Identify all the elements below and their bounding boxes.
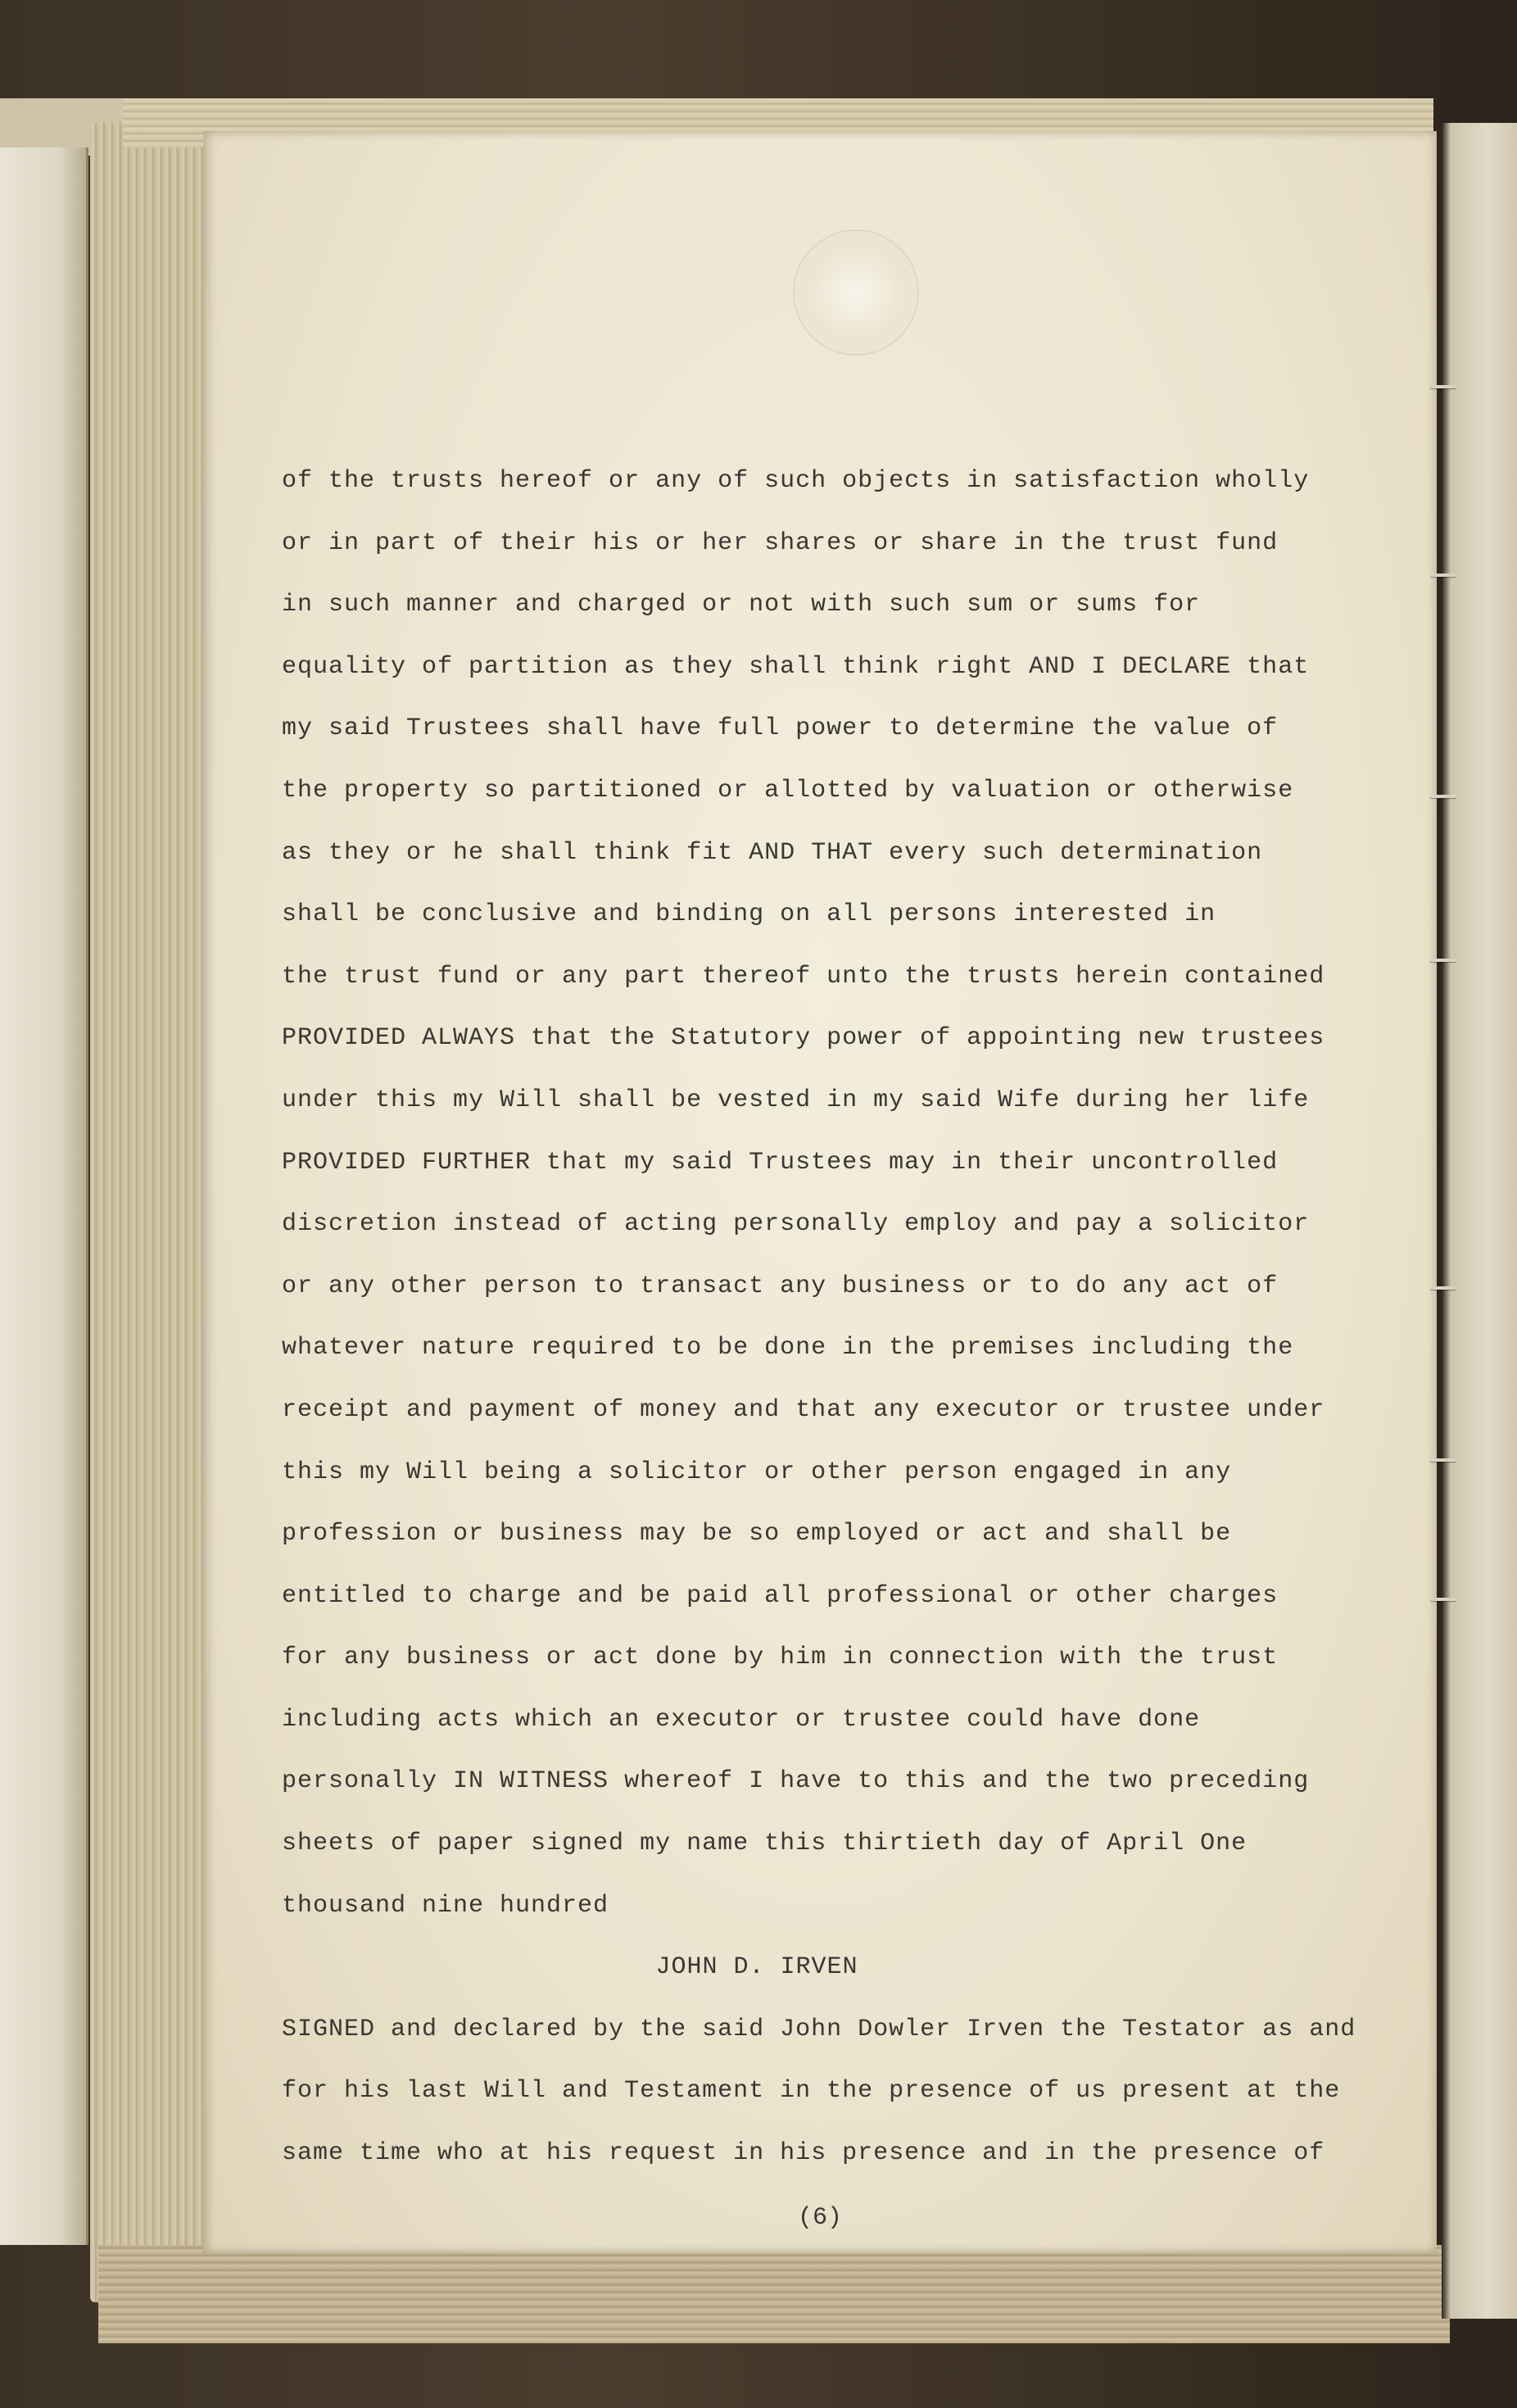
text-line: as they or he shall think fit AND THAT every such determination — [282, 838, 1263, 867]
page-number: (6) — [797, 2204, 842, 2232]
binding-stitch — [1430, 959, 1456, 962]
text-line: in such manner and charged or not with such sum or sums for — [282, 591, 1201, 619]
binding-stitch — [1430, 385, 1456, 388]
testator-signature: JOHN D. IRVEN — [655, 1953, 858, 1982]
text-line: the property so partitioned or allotted by valuation or otherwise — [282, 776, 1294, 805]
text-line: profession or business may be so employed or act and shall be — [282, 1520, 1232, 1549]
document-page — [203, 131, 1437, 2253]
text-line: personally IN WITNESS whereof I have to this and the two preceding — [282, 1767, 1310, 1796]
binding-stitch — [1430, 1458, 1456, 1462]
text-line: under this my Will shall be vested in my said Wife during her life — [282, 1086, 1310, 1114]
embossed-seal — [793, 229, 919, 356]
text-line: sheets of paper signed my name this thirtieth day of April One — [282, 1830, 1248, 1858]
text-line: equality of partition as they shall think right AND I DECLARE that — [282, 652, 1310, 681]
text-line: of the trusts hereof or any of such objects in satisfaction wholly — [282, 467, 1310, 495]
page-stack-bottom — [98, 2245, 1450, 2343]
page-stack-edge — [90, 123, 205, 2302]
left-facing-page — [0, 147, 88, 2245]
text-line: including acts which an executor or trustee could have done — [282, 1705, 1201, 1734]
text-line: receipt and payment of money and that any executor or trustee under — [282, 1395, 1325, 1424]
text-line: shall be conclusive and binding on all persons interested in — [282, 900, 1216, 929]
text-line: for any business or act done by him in connection with the trust — [282, 1644, 1279, 1672]
text-line: this my Will being a solicitor or other person engaged in any — [282, 1458, 1232, 1486]
text-line: my said Trustees shall have full power to determine the value of — [282, 714, 1279, 743]
attestation-line: same time who at his request in his presence and in the presence of — [282, 2139, 1325, 2168]
text-line: PROVIDED FURTHER that my said Trustees may in their uncontrolled — [282, 1148, 1279, 1177]
text-line: or any other person to transact any business or to do any act of — [282, 1272, 1279, 1300]
binding-stitch — [1430, 795, 1456, 798]
text-line: entitled to charge and be paid all professional or other charges — [282, 1581, 1279, 1610]
attestation-line: SIGNED and declared by the said John Dowler Irven the Testator as and — [282, 2015, 1356, 2043]
binding-stitch — [1430, 1286, 1456, 1290]
text-line: the trust fund or any part thereof unto the trusts herein contained — [282, 962, 1325, 991]
text-line: thousand nine hundred — [282, 1891, 609, 1920]
text-line: whatever nature required to be done in the premises including the — [282, 1334, 1294, 1363]
text-line: PROVIDED ALWAYS that the Statutory power of appointing new trustees — [282, 1024, 1325, 1053]
binding-stitch — [1430, 574, 1456, 577]
right-facing-page — [1442, 123, 1517, 2319]
text-line: discretion instead of acting personally employ and pay a solicitor — [282, 1210, 1310, 1239]
attestation-line: for his last Will and Testament in the presence of us present at the — [282, 2077, 1341, 2106]
will-text — [282, 451, 1396, 2185]
binding-stitch — [1430, 1598, 1456, 1601]
text-line: or in part of their his or her shares or share in the trust fund — [282, 528, 1279, 557]
